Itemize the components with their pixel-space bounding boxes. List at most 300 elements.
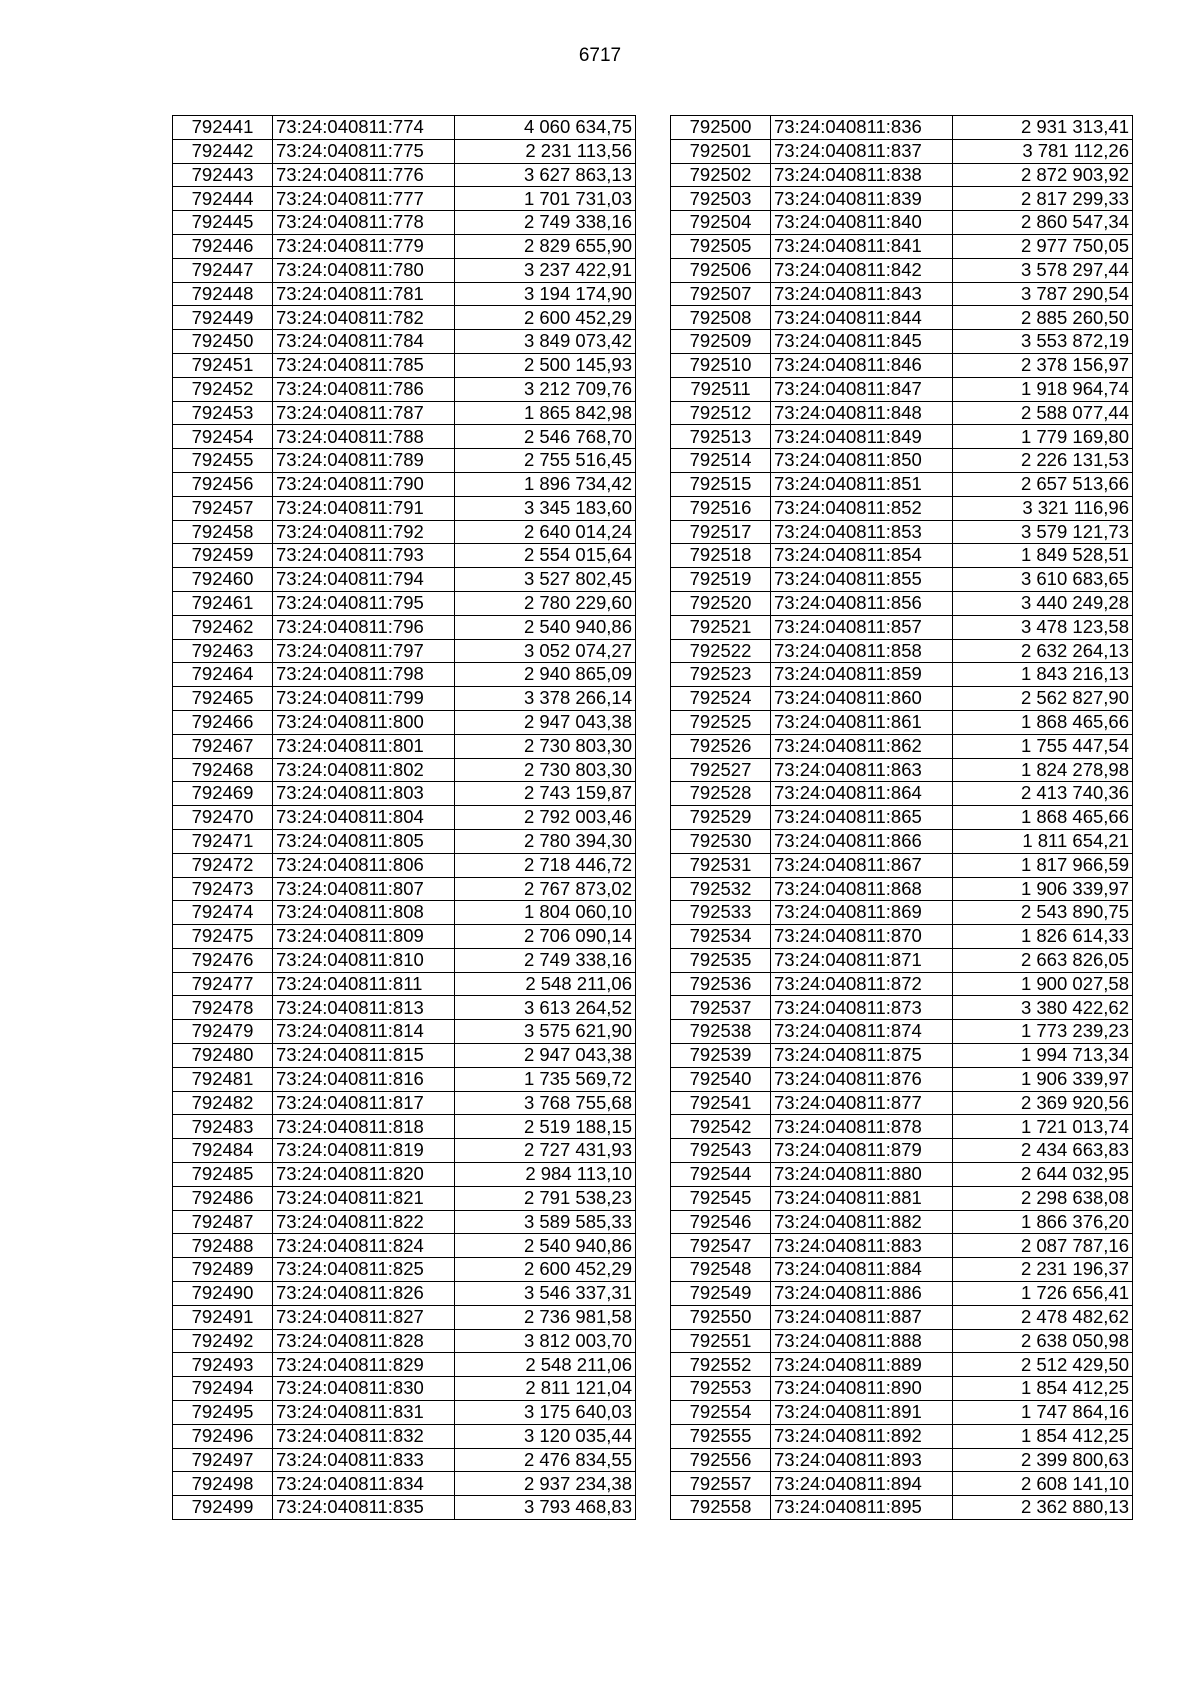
- row-number-cell: 792508: [671, 306, 771, 330]
- row-number-cell: 792465: [173, 687, 273, 711]
- table-row: [173, 306, 636, 330]
- value-cell: 3 575 621,90: [455, 1020, 636, 1044]
- table-row: [671, 1496, 1133, 1520]
- row-number-cell: 792499: [173, 1496, 273, 1520]
- cadastral-number-cell: 73:24:040811:810: [273, 948, 455, 972]
- table-row: [173, 1496, 636, 1520]
- cadastral-number-cell: 73:24:040811:820: [273, 1163, 455, 1187]
- value-cell: 2 977 750,05: [953, 234, 1133, 258]
- row-number-cell: 792547: [671, 1234, 771, 1258]
- table-row: [173, 1186, 636, 1210]
- table-row: [173, 234, 636, 258]
- cadastral-number-cell: 73:24:040811:869: [771, 901, 953, 925]
- row-number-cell: 792477: [173, 972, 273, 996]
- table-row: [173, 1377, 636, 1401]
- value-cell: 2 749 338,16: [455, 211, 636, 235]
- row-number-cell: 792445: [173, 211, 273, 235]
- cadastral-number-cell: 73:24:040811:875: [771, 1044, 953, 1068]
- row-number-cell: 792542: [671, 1115, 771, 1139]
- table-row: [671, 139, 1133, 163]
- table-row: [173, 948, 636, 972]
- table-row: [671, 401, 1133, 425]
- table-row: [173, 972, 636, 996]
- table-row: [173, 1401, 636, 1425]
- row-number-cell: 792493: [173, 1353, 273, 1377]
- table-row: [671, 425, 1133, 449]
- table-row: [671, 639, 1133, 663]
- cadastral-number-cell: 73:24:040811:817: [273, 1091, 455, 1115]
- row-number-cell: 792475: [173, 925, 273, 949]
- cadastral-number-cell: 73:24:040811:779: [273, 234, 455, 258]
- value-cell: 2 984 113,10: [455, 1163, 636, 1187]
- row-number-cell: 792496: [173, 1424, 273, 1448]
- value-cell: 1 900 027,58: [953, 972, 1133, 996]
- value-cell: 1 854 412,25: [953, 1377, 1133, 1401]
- row-number-cell: 792545: [671, 1186, 771, 1210]
- cadastral-number-cell: 73:24:040811:838: [771, 163, 953, 187]
- cadastral-number-cell: 73:24:040811:861: [771, 710, 953, 734]
- row-number-cell: 792485: [173, 1163, 273, 1187]
- row-number-cell: 792467: [173, 734, 273, 758]
- table-row: [671, 1234, 1133, 1258]
- table-row: [671, 877, 1133, 901]
- value-cell: 2 638 050,98: [953, 1329, 1133, 1353]
- table-row: [173, 401, 636, 425]
- value-cell: 3 812 003,70: [455, 1329, 636, 1353]
- row-number-cell: 792549: [671, 1282, 771, 1306]
- cadastral-number-cell: 73:24:040811:890: [771, 1377, 953, 1401]
- value-cell: 1 701 731,03: [455, 187, 636, 211]
- table-row: [173, 1020, 636, 1044]
- cadastral-number-cell: 73:24:040811:829: [273, 1353, 455, 1377]
- cadastral-number-cell: 73:24:040811:811: [273, 972, 455, 996]
- cadastral-number-cell: 73:24:040811:862: [771, 734, 953, 758]
- table-row: [671, 282, 1133, 306]
- table-row: [173, 734, 636, 758]
- cadastral-number-cell: 73:24:040811:888: [771, 1329, 953, 1353]
- value-cell: 1 843 216,13: [953, 663, 1133, 687]
- table-row: [173, 163, 636, 187]
- table-row: [173, 139, 636, 163]
- row-number-cell: 792452: [173, 377, 273, 401]
- row-number-cell: 792548: [671, 1258, 771, 1282]
- cadastral-number-cell: 73:24:040811:849: [771, 425, 953, 449]
- value-cell: 1 804 060,10: [455, 901, 636, 925]
- value-cell: 3 212 709,76: [455, 377, 636, 401]
- value-cell: 3 768 755,68: [455, 1091, 636, 1115]
- cadastral-number-cell: 73:24:040811:868: [771, 877, 953, 901]
- table-row: [671, 163, 1133, 187]
- value-cell: 3 527 802,45: [455, 568, 636, 592]
- table-row: [173, 806, 636, 830]
- table-row: [173, 663, 636, 687]
- table-row: [671, 948, 1133, 972]
- table-row: [173, 710, 636, 734]
- cadastral-number-cell: 73:24:040811:776: [273, 163, 455, 187]
- cadastral-number-cell: 73:24:040811:877: [771, 1091, 953, 1115]
- row-number-cell: 792539: [671, 1044, 771, 1068]
- cadastral-number-cell: 73:24:040811:880: [771, 1163, 953, 1187]
- cadastral-number-cell: 73:24:040811:839: [771, 187, 953, 211]
- cadastral-number-cell: 73:24:040811:774: [273, 116, 455, 140]
- value-cell: 3 578 297,44: [953, 258, 1133, 282]
- value-cell: 2 588 077,44: [953, 401, 1133, 425]
- table-row: [173, 544, 636, 568]
- table-row: [173, 330, 636, 354]
- value-cell: 2 727 431,93: [455, 1139, 636, 1163]
- value-cell: 3 546 337,31: [455, 1282, 636, 1306]
- cadastral-number-cell: 73:24:040811:883: [771, 1234, 953, 1258]
- value-cell: 1 906 339,97: [953, 877, 1133, 901]
- row-number-cell: 792514: [671, 449, 771, 473]
- table-row: [173, 472, 636, 496]
- value-cell: 1 826 614,33: [953, 925, 1133, 949]
- cadastral-number-cell: 73:24:040811:856: [771, 591, 953, 615]
- row-number-cell: 792491: [173, 1305, 273, 1329]
- value-cell: 3 613 264,52: [455, 996, 636, 1020]
- cadastral-number-cell: 73:24:040811:835: [273, 1496, 455, 1520]
- table-row: [671, 1424, 1133, 1448]
- row-number-cell: 792470: [173, 806, 273, 830]
- table-row: [173, 449, 636, 473]
- cadastral-number-cell: 73:24:040811:791: [273, 496, 455, 520]
- table-row: [671, 1448, 1133, 1472]
- table-row: [173, 829, 636, 853]
- row-number-cell: 792524: [671, 687, 771, 711]
- value-cell: 2 811 121,04: [455, 1377, 636, 1401]
- row-number-cell: 792461: [173, 591, 273, 615]
- table-row: [671, 806, 1133, 830]
- cadastral-number-cell: 73:24:040811:801: [273, 734, 455, 758]
- right-data-table: [670, 115, 1133, 1520]
- value-cell: 1 817 966,59: [953, 853, 1133, 877]
- value-cell: 3 120 035,44: [455, 1424, 636, 1448]
- value-cell: 1 824 278,98: [953, 758, 1133, 782]
- row-number-cell: 792479: [173, 1020, 273, 1044]
- cadastral-number-cell: 73:24:040811:798: [273, 663, 455, 687]
- value-cell: 2 378 156,97: [953, 353, 1133, 377]
- row-number-cell: 792456: [173, 472, 273, 496]
- cadastral-number-cell: 73:24:040811:882: [771, 1210, 953, 1234]
- row-number-cell: 792500: [671, 116, 771, 140]
- value-cell: 2 640 014,24: [455, 520, 636, 544]
- value-cell: 2 657 513,66: [953, 472, 1133, 496]
- cadastral-number-cell: 73:24:040811:807: [273, 877, 455, 901]
- row-number-cell: 792471: [173, 829, 273, 853]
- value-cell: 2 540 940,86: [455, 615, 636, 639]
- cadastral-number-cell: 73:24:040811:824: [273, 1234, 455, 1258]
- value-cell: 2 791 538,23: [455, 1186, 636, 1210]
- value-cell: 2 548 211,06: [455, 972, 636, 996]
- table-row: [671, 1282, 1133, 1306]
- table-row: [173, 1305, 636, 1329]
- row-number-cell: 792557: [671, 1472, 771, 1496]
- table-row: [671, 1186, 1133, 1210]
- row-number-cell: 792488: [173, 1234, 273, 1258]
- cadastral-number-cell: 73:24:040811:794: [273, 568, 455, 592]
- cadastral-number-cell: 73:24:040811:803: [273, 782, 455, 806]
- table-row: [671, 972, 1133, 996]
- table-row: [671, 1210, 1133, 1234]
- cadastral-number-cell: 73:24:040811:845: [771, 330, 953, 354]
- row-number-cell: 792478: [173, 996, 273, 1020]
- cadastral-number-cell: 73:24:040811:777: [273, 187, 455, 211]
- table-row: [671, 353, 1133, 377]
- value-cell: 2 413 740,36: [953, 782, 1133, 806]
- value-cell: 3 440 249,28: [953, 591, 1133, 615]
- table-row: [671, 1305, 1133, 1329]
- row-number-cell: 792482: [173, 1091, 273, 1115]
- cadastral-number-cell: 73:24:040811:813: [273, 996, 455, 1020]
- row-number-cell: 792472: [173, 853, 273, 877]
- value-cell: 2 718 446,72: [455, 853, 636, 877]
- cadastral-number-cell: 73:24:040811:787: [273, 401, 455, 425]
- cadastral-number-cell: 73:24:040811:833: [273, 1448, 455, 1472]
- table-row: [671, 1091, 1133, 1115]
- table-row: [671, 330, 1133, 354]
- cadastral-number-cell: 73:24:040811:866: [771, 829, 953, 853]
- table-row: [173, 758, 636, 782]
- cadastral-number-cell: 73:24:040811:818: [273, 1115, 455, 1139]
- row-number-cell: 792533: [671, 901, 771, 925]
- table-row: [671, 901, 1133, 925]
- cadastral-number-cell: 73:24:040811:878: [771, 1115, 953, 1139]
- cadastral-number-cell: 73:24:040811:816: [273, 1067, 455, 1091]
- table-row: [671, 996, 1133, 1020]
- cadastral-number-cell: 73:24:040811:879: [771, 1139, 953, 1163]
- cadastral-number-cell: 73:24:040811:844: [771, 306, 953, 330]
- value-cell: 3 589 585,33: [455, 1210, 636, 1234]
- cadastral-number-cell: 73:24:040811:886: [771, 1282, 953, 1306]
- cadastral-number-cell: 73:24:040811:790: [273, 472, 455, 496]
- value-cell: 3 345 183,60: [455, 496, 636, 520]
- table-row: [671, 710, 1133, 734]
- row-number-cell: 792442: [173, 139, 273, 163]
- value-cell: 2 512 429,50: [953, 1353, 1133, 1377]
- table-row: [173, 1258, 636, 1282]
- table-row: [173, 1329, 636, 1353]
- value-cell: 2 644 032,95: [953, 1163, 1133, 1187]
- row-number-cell: 792540: [671, 1067, 771, 1091]
- row-number-cell: 792447: [173, 258, 273, 282]
- table-row: [173, 1091, 636, 1115]
- cadastral-number-cell: 73:24:040811:825: [273, 1258, 455, 1282]
- row-number-cell: 792489: [173, 1258, 273, 1282]
- value-cell: 2 226 131,53: [953, 449, 1133, 473]
- value-cell: 2 792 003,46: [455, 806, 636, 830]
- cadastral-number-cell: 73:24:040811:842: [771, 258, 953, 282]
- cadastral-number-cell: 73:24:040811:828: [273, 1329, 455, 1353]
- table-row: [671, 520, 1133, 544]
- cadastral-number-cell: 73:24:040811:785: [273, 353, 455, 377]
- value-cell: 3 781 112,26: [953, 139, 1133, 163]
- table-row: [173, 1353, 636, 1377]
- table-row: [671, 1401, 1133, 1425]
- table-row: [173, 901, 636, 925]
- cadastral-number-cell: 73:24:040811:846: [771, 353, 953, 377]
- value-cell: 2 937 234,38: [455, 1472, 636, 1496]
- cadastral-number-cell: 73:24:040811:832: [273, 1424, 455, 1448]
- page-number: 6717: [578, 45, 622, 66]
- value-cell: 2 231 196,37: [953, 1258, 1133, 1282]
- value-cell: 2 476 834,55: [455, 1448, 636, 1472]
- table-row: [671, 258, 1133, 282]
- value-cell: 2 947 043,38: [455, 1044, 636, 1068]
- row-number-cell: 792503: [671, 187, 771, 211]
- cadastral-number-cell: 73:24:040811:857: [771, 615, 953, 639]
- row-number-cell: 792523: [671, 663, 771, 687]
- value-cell: 2 298 638,08: [953, 1186, 1133, 1210]
- table-row: [173, 1282, 636, 1306]
- value-cell: 2 399 800,63: [953, 1448, 1133, 1472]
- row-number-cell: 792525: [671, 710, 771, 734]
- value-cell: 3 321 116,96: [953, 496, 1133, 520]
- row-number-cell: 792534: [671, 925, 771, 949]
- row-number-cell: 792498: [173, 1472, 273, 1496]
- table-row: [671, 234, 1133, 258]
- row-number-cell: 792558: [671, 1496, 771, 1520]
- table-row: [173, 520, 636, 544]
- row-number-cell: 792506: [671, 258, 771, 282]
- cadastral-number-cell: 73:24:040811:804: [273, 806, 455, 830]
- row-number-cell: 792444: [173, 187, 273, 211]
- row-number-cell: 792528: [671, 782, 771, 806]
- row-number-cell: 792453: [173, 401, 273, 425]
- row-number-cell: 792507: [671, 282, 771, 306]
- value-cell: 1 721 013,74: [953, 1115, 1133, 1139]
- table-row: [173, 282, 636, 306]
- cadastral-number-cell: 73:24:040811:786: [273, 377, 455, 401]
- value-cell: 2 562 827,90: [953, 687, 1133, 711]
- value-cell: 2 780 394,30: [455, 829, 636, 853]
- row-number-cell: 792513: [671, 425, 771, 449]
- row-number-cell: 792459: [173, 544, 273, 568]
- cadastral-number-cell: 73:24:040811:850: [771, 449, 953, 473]
- value-cell: 2 940 865,09: [455, 663, 636, 687]
- row-number-cell: 792553: [671, 1377, 771, 1401]
- value-cell: 2 519 188,15: [455, 1115, 636, 1139]
- table-row: [173, 1448, 636, 1472]
- row-number-cell: 792480: [173, 1044, 273, 1068]
- value-cell: 1 735 569,72: [455, 1067, 636, 1091]
- table-row: [173, 1424, 636, 1448]
- value-cell: 1 779 169,80: [953, 425, 1133, 449]
- value-cell: 2 736 981,58: [455, 1305, 636, 1329]
- table-row: [671, 1067, 1133, 1091]
- row-number-cell: 792519: [671, 568, 771, 592]
- table-row: [671, 377, 1133, 401]
- value-cell: 2 548 211,06: [455, 1353, 636, 1377]
- value-cell: 2 663 826,05: [953, 948, 1133, 972]
- row-number-cell: 792522: [671, 639, 771, 663]
- table-row: [671, 449, 1133, 473]
- row-number-cell: 792511: [671, 377, 771, 401]
- row-number-cell: 792555: [671, 1424, 771, 1448]
- row-number-cell: 792494: [173, 1377, 273, 1401]
- value-cell: 3 610 683,65: [953, 568, 1133, 592]
- value-cell: 2 730 803,30: [455, 758, 636, 782]
- row-number-cell: 792451: [173, 353, 273, 377]
- row-number-cell: 792529: [671, 806, 771, 830]
- value-cell: 2 829 655,90: [455, 234, 636, 258]
- row-number-cell: 792449: [173, 306, 273, 330]
- value-cell: 3 793 468,83: [455, 1496, 636, 1520]
- table-row: [671, 734, 1133, 758]
- row-number-cell: 792468: [173, 758, 273, 782]
- cadastral-number-cell: 73:24:040811:863: [771, 758, 953, 782]
- value-cell: 1 868 465,66: [953, 806, 1133, 830]
- cadastral-number-cell: 73:24:040811:870: [771, 925, 953, 949]
- cadastral-number-cell: 73:24:040811:852: [771, 496, 953, 520]
- row-number-cell: 792455: [173, 449, 273, 473]
- value-cell: 2 743 159,87: [455, 782, 636, 806]
- cadastral-number-cell: 73:24:040811:836: [771, 116, 953, 140]
- value-cell: 1 866 376,20: [953, 1210, 1133, 1234]
- cadastral-number-cell: 73:24:040811:799: [273, 687, 455, 711]
- cadastral-number-cell: 73:24:040811:795: [273, 591, 455, 615]
- value-cell: 1 865 842,98: [455, 401, 636, 425]
- value-cell: 2 730 803,30: [455, 734, 636, 758]
- value-cell: 2 231 113,56: [455, 139, 636, 163]
- cadastral-number-cell: 73:24:040811:819: [273, 1139, 455, 1163]
- cadastral-number-cell: 73:24:040811:781: [273, 282, 455, 306]
- table-row: [173, 996, 636, 1020]
- row-number-cell: 792536: [671, 972, 771, 996]
- value-cell: 2 478 482,62: [953, 1305, 1133, 1329]
- row-number-cell: 792518: [671, 544, 771, 568]
- value-cell: 3 194 174,90: [455, 282, 636, 306]
- cadastral-number-cell: 73:24:040811:789: [273, 449, 455, 473]
- value-cell: 2 369 920,56: [953, 1091, 1133, 1115]
- row-number-cell: 792526: [671, 734, 771, 758]
- row-number-cell: 792537: [671, 996, 771, 1020]
- cadastral-number-cell: 73:24:040811:874: [771, 1020, 953, 1044]
- table-row: [173, 1472, 636, 1496]
- table-row: [671, 687, 1133, 711]
- cadastral-number-cell: 73:24:040811:841: [771, 234, 953, 258]
- table-row: [671, 306, 1133, 330]
- table-row: [671, 1020, 1133, 1044]
- value-cell: 2 434 663,83: [953, 1139, 1133, 1163]
- row-number-cell: 792476: [173, 948, 273, 972]
- value-cell: 3 378 266,14: [455, 687, 636, 711]
- value-cell: 2 632 264,13: [953, 639, 1133, 663]
- table-row: [173, 591, 636, 615]
- row-number-cell: 792469: [173, 782, 273, 806]
- row-number-cell: 792487: [173, 1210, 273, 1234]
- cadastral-number-cell: 73:24:040811:851: [771, 472, 953, 496]
- table-row: [671, 1115, 1133, 1139]
- cadastral-number-cell: 73:24:040811:848: [771, 401, 953, 425]
- row-number-cell: 792509: [671, 330, 771, 354]
- row-number-cell: 792556: [671, 1448, 771, 1472]
- table-row: [671, 1258, 1133, 1282]
- value-cell: 2 546 768,70: [455, 425, 636, 449]
- row-number-cell: 792532: [671, 877, 771, 901]
- value-cell: 2 767 873,02: [455, 877, 636, 901]
- table-row: [671, 1163, 1133, 1187]
- cadastral-number-cell: 73:24:040811:895: [771, 1496, 953, 1520]
- cadastral-number-cell: 73:24:040811:814: [273, 1020, 455, 1044]
- row-number-cell: 792538: [671, 1020, 771, 1044]
- value-cell: 3 478 123,58: [953, 615, 1133, 639]
- row-number-cell: 792441: [173, 116, 273, 140]
- cadastral-number-cell: 73:24:040811:805: [273, 829, 455, 853]
- table-row: [173, 377, 636, 401]
- cadastral-number-cell: 73:24:040811:881: [771, 1186, 953, 1210]
- table-row: [671, 853, 1133, 877]
- table-row: [173, 639, 636, 663]
